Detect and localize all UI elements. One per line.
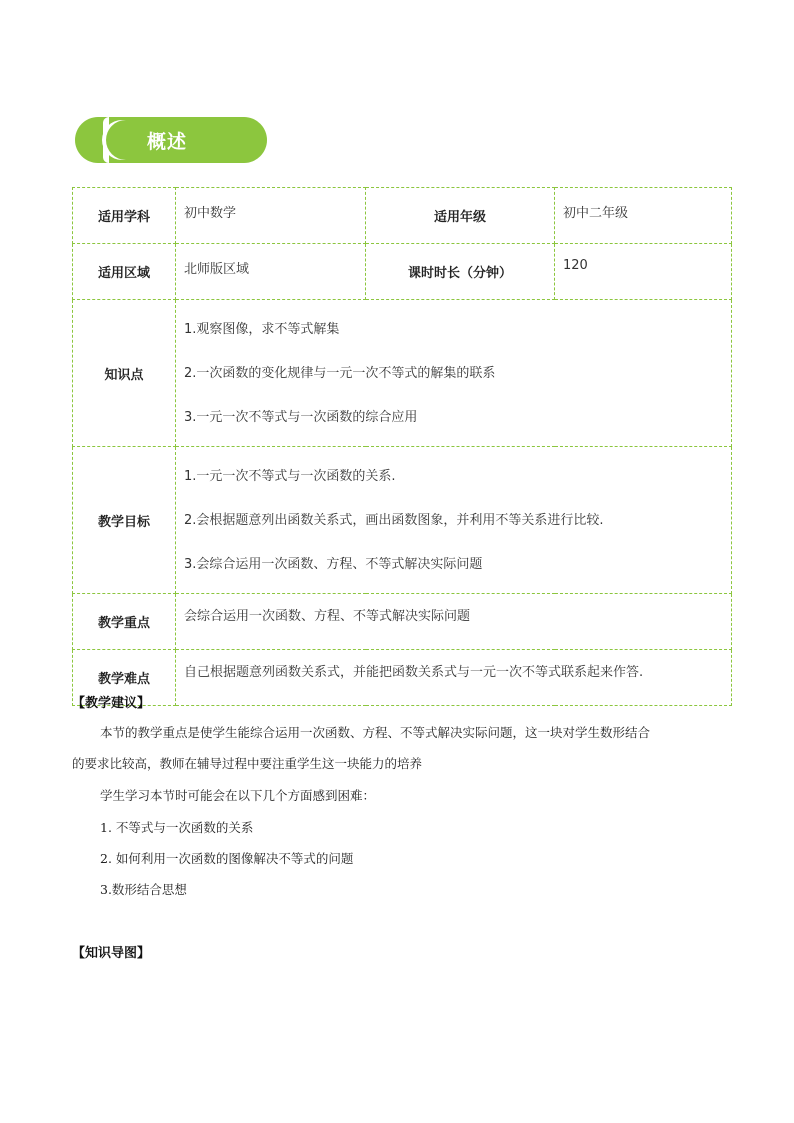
focus-value: 会综合运用一次函数、方程、不等式解决实际问题 — [176, 594, 732, 650]
difficulty-value: 自己根据题意列函数关系式，并能把函数关系式与一元一次不等式联系起来作答. — [176, 650, 732, 706]
goals-list — [176, 447, 732, 594]
goals-label: 教学目标 — [73, 447, 176, 594]
duration-label: 课时时长（分钟） — [366, 244, 555, 300]
list-item: 3.数形结合思想 — [100, 882, 187, 897]
suggestion-paragraph-line: 本节的教学重点是使学生能综合运用一次函数、方程、不等式解决实际问题，这一块对学生数形结合 — [100, 725, 651, 740]
suggestion-paragraph: 学生学习本节时可能会在以下几个方面感到困难： — [100, 788, 376, 803]
knowledge-list — [176, 300, 732, 447]
subject-label: 适用学科 — [73, 188, 176, 244]
list-item: 2.会根据题意列出函数关系式，画出函数图象，并利用不等关系进行比较. — [184, 513, 604, 528]
table-row — [73, 300, 732, 447]
focus-label: 教学重点 — [73, 594, 176, 650]
table-row — [73, 188, 732, 244]
list-item: 2.一次函数的变化规律与一元一次不等式的解集的联系 — [184, 366, 496, 381]
suggestion-title: 【教学建议】 — [72, 696, 151, 711]
list-item: 3.会综合运用一次函数、方程、不等式解决实际问题 — [184, 557, 483, 572]
course-info-table — [72, 187, 732, 706]
duration-value: 120 — [555, 244, 732, 300]
region-value: 北师版区域 — [176, 244, 366, 300]
table-row — [73, 650, 732, 706]
region-label: 适用区域 — [73, 244, 176, 300]
list-item: 1. 不等式与一次函数的关系 — [100, 820, 254, 835]
list-item: 1.观察图像，求不等式解集 — [184, 322, 340, 337]
table-row — [73, 244, 732, 300]
table-row — [73, 594, 732, 650]
section-title: 概述 — [147, 131, 188, 153]
section-header-pill — [75, 117, 267, 163]
mindmap-title: 【知识导图】 — [72, 946, 151, 961]
suggestion-paragraph-line: 的要求比较高，教师在辅导过程中要注重学生这一块能力的培养 — [72, 756, 423, 771]
difficulty-label: 教学难点 — [73, 650, 176, 706]
grade-label: 适用年级 — [366, 188, 555, 244]
grade-value: 初中二年级 — [555, 188, 732, 244]
list-item: 2. 如何利用一次函数的图像解决不等式的问题 — [100, 851, 354, 866]
list-item: 3.一元一次不等式与一次函数的综合应用 — [184, 410, 418, 425]
subject-value: 初中数学 — [176, 188, 366, 244]
table-row — [73, 447, 732, 594]
list-item: 1.一元一次不等式与一次函数的关系. — [184, 469, 396, 484]
knowledge-label: 知识点 — [73, 300, 176, 447]
